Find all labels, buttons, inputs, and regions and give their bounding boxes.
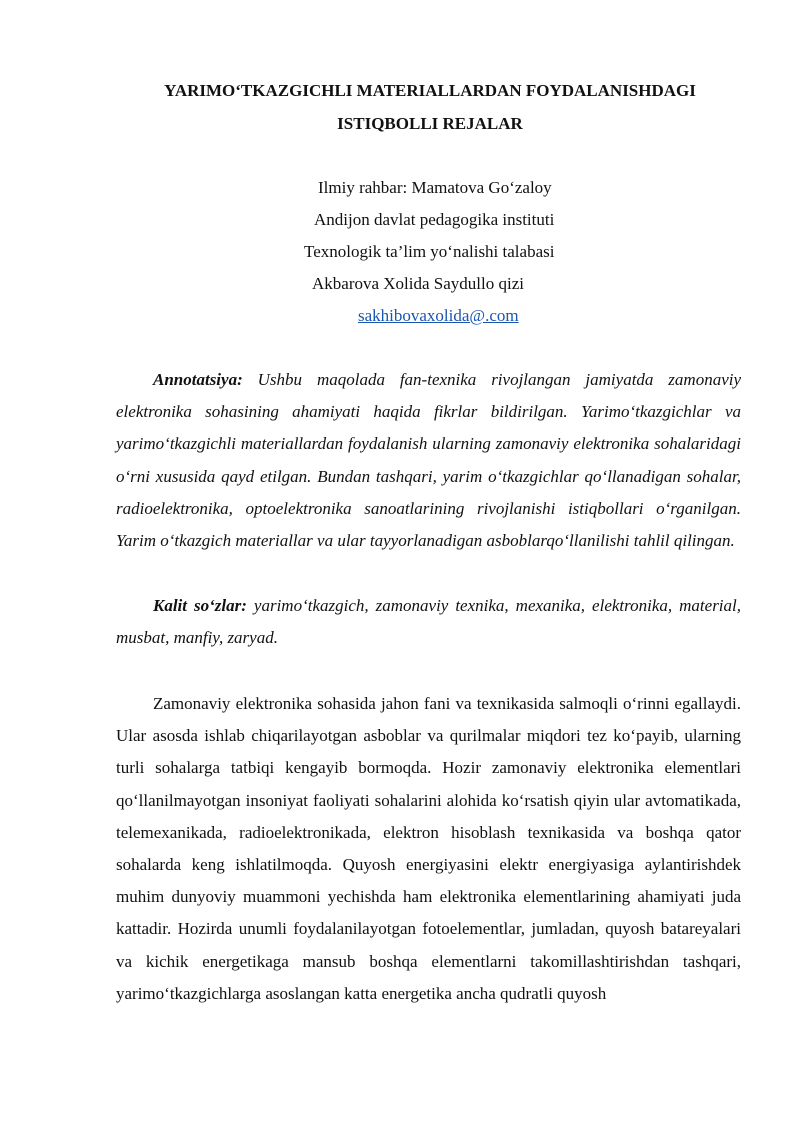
email-link[interactable]: sakhibovaxolida@.com xyxy=(358,306,519,325)
keywords-label: Kalit so‘zlar: xyxy=(153,596,247,615)
abstract-paragraph xyxy=(116,364,741,557)
author-name: Akbarova Xolida Saydullo qizi xyxy=(312,274,524,293)
page-title xyxy=(110,74,750,140)
body-paragraph: Zamonaviy elektronika sohasida jahon fani va texnikasida salmoqli o‘rinni egallaydi. Ular asosda ishlab chiqarilayotgan asboblar va qurilmalar miqdori tez ko‘payib, ularning turli sohalarga tatbiqi kengayib bormoqda. Hozir zamonaviy elektronika elementlari qo‘llanilmayotgan insoniyat faoliyati sohalarini alohida ko‘rsatish qiyin ular avtomatikada, telemexanikada, radioelektronikada, elektron hisoblash texnikasida va boshqa qator sohalarda keng ishlatilmoqda. Quyosh energiyasini elektr energiyasiga aylantirishdek muhim dunyoviy muammoni yechishda ham elektronika elementlarining ahamiyati juda kattadir. Hozirda unumli foydalanilayotgan fotoelementlar, jumladan, quyosh batareyalari va kichik energetikaga mansub boshqa elementlarni takomillashtirishdan tashqari, yarimo‘tkazgichlarga asoslangan katta energetika ancha qudratli quyosh xyxy=(116,694,741,1003)
program-line: Texnologik ta’lim yo‘nalishi talabasi xyxy=(304,242,555,261)
institution-line: Andijon davlat pedagogika instituti xyxy=(314,210,555,229)
abstract-label: Annotatsiya: xyxy=(153,370,243,389)
abstract-text: Ushbu maqolada fan-texnika rivojlangan jamiyatda zamonaviy elektronika sohasining ahamiyati haqida fikrlar bildirilgan. Yarimo‘tkazgichlar va yarimo‘tkazgichli materiallardan foydalanish ularning zamonaviy elektronika sohalaridagi o‘rni xususida qayd etilgan. Bundan tashqari, yarim o‘tkazgichlar qo‘llanadigan sohalar, radioelektronika, optoelektronika sanoatlarining rivojlanishi istiqbollari o‘rganilgan. Yarim o‘tkazgich materiallar va ular tayyorlanadigan asboblarqo‘llanilishi tahlil qilingan. xyxy=(116,370,742,551)
keywords-text: yarimo‘tkazgich, zamonaviy texnika, mexanika, elektronika, material, musbat, manfiy, zaryad. xyxy=(116,596,741,648)
title-line-1: YARIMO‘TKAZGICHLI MATERIALLARDAN FOYDALANISHDAGI xyxy=(164,81,696,100)
title-line-2: ISTIQBOLLI REJALAR xyxy=(337,114,523,133)
keywords-paragraph xyxy=(116,590,741,654)
advisor-line: Ilmiy rahbar: Mamatova Go‘zaloy xyxy=(318,178,552,197)
